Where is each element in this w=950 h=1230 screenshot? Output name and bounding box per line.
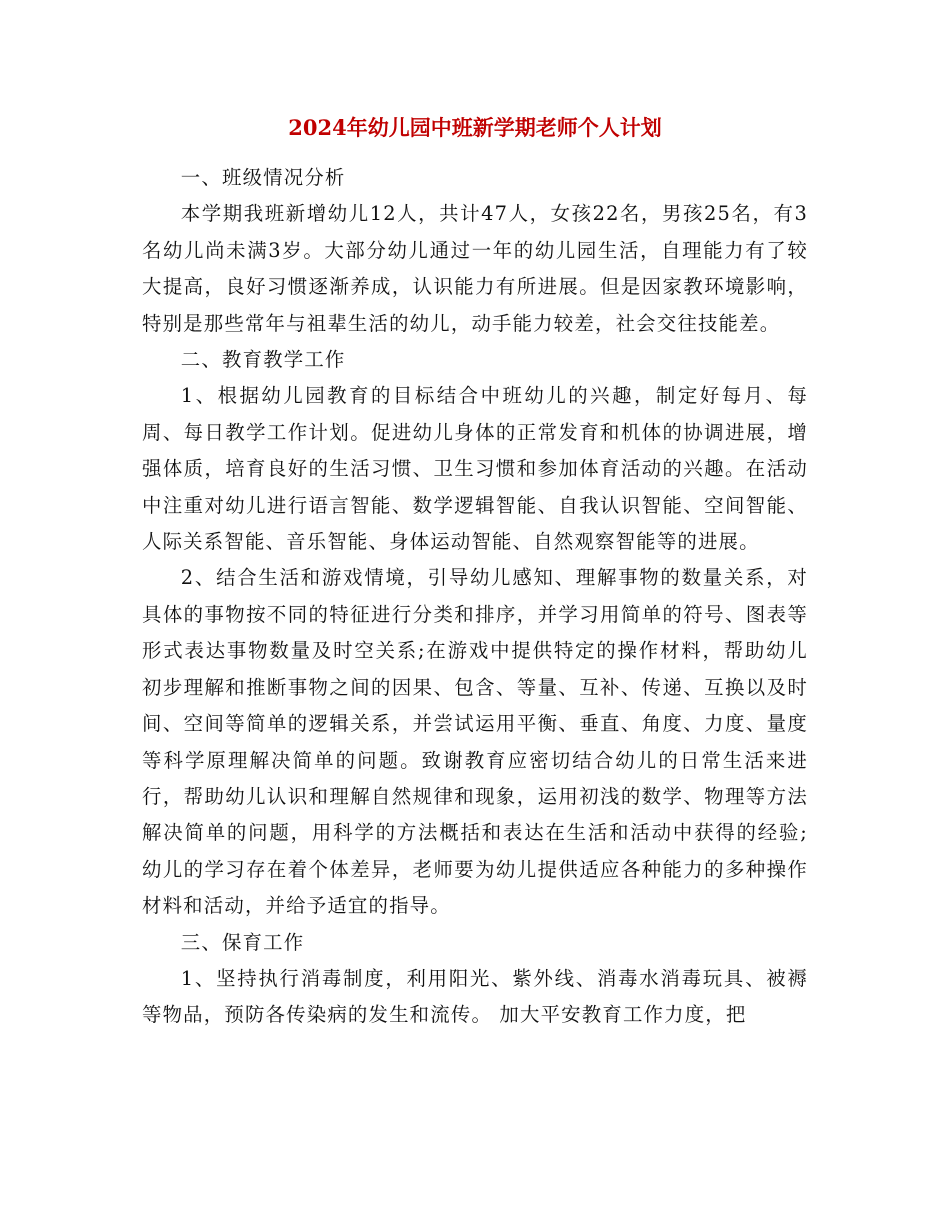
section-heading-teaching-work: 二、教育教学工作 bbox=[180, 348, 346, 372]
document-title: 2024年幼儿园中班新学期老师个人计划 bbox=[288, 115, 662, 140]
paragraph-class-analysis: 本学期我班新增幼儿12人，共计47人，女孩22名，男孩25名，有3名幼儿尚未满3岁。大部分幼儿通过一年的幼儿园生活，自理能力有了较大提高，良好习惯逐渐养成，认识能力有所进展。但是因家教环境影响，特别是那些常年与祖辈生活的幼儿，动手能力较差，社会交往技能差。 bbox=[142, 202, 808, 335]
section-heading-care-work: 三、保育工作 bbox=[180, 930, 305, 954]
paragraph-care-1: 1、坚持执行消毒制度，利用阳光、紫外线、消毒水消毒玩具、被褥等物品，预防各传染病的发生和流传。 加大平安教育工作力度，把 bbox=[142, 966, 808, 1027]
paragraph-teaching-2: 2、结合生活和游戏情境，引导幼儿感知、理解事物的数量关系，对具体的事物按不同的特征进行分类和排序，并学习用简单的符号、图表等形式表达事物数量及时空关系;在游戏中提供特定的操作材料，帮助幼儿初步理解和推断事物之间的因果、包含、等量、互补、传递、互换以及时间、空间等简单的逻辑关系，并尝试运用平衡、垂直、角度、力度、量度等科学原理解决简单的问题。致谢教育应密切结合幼儿的日常生活来进行，帮助幼儿认识和理解自然规律和现象，运用初浅的数学、物理等方法解决简单的问题，用科学的方法概括和表达在生活和活动中获得的经验;幼儿的学习存在着个体差异，老师要为幼儿提供适应各种能力的多种操作材料和活动，并给予适宜的指导。 bbox=[142, 566, 808, 918]
section-heading-class-analysis: 一、班级情况分析 bbox=[180, 166, 346, 189]
document-body bbox=[142, 160, 808, 1034]
paragraph-teaching-1: 1、根据幼儿园教育的目标结合中班幼儿的兴趣，制定好每月、每周、每日教学工作计划。促进幼儿身体的正常发育和机体的协调进展，增强体质，培育良好的生活习惯、卫生习惯和参加体育活动的兴趣。在活动中注重对幼儿进行语言智能、数学逻辑智能、自我认识智能、空间智能、人际关系智能、音乐智能、身体运动智能、自然观察智能等的进展。 bbox=[142, 384, 808, 554]
